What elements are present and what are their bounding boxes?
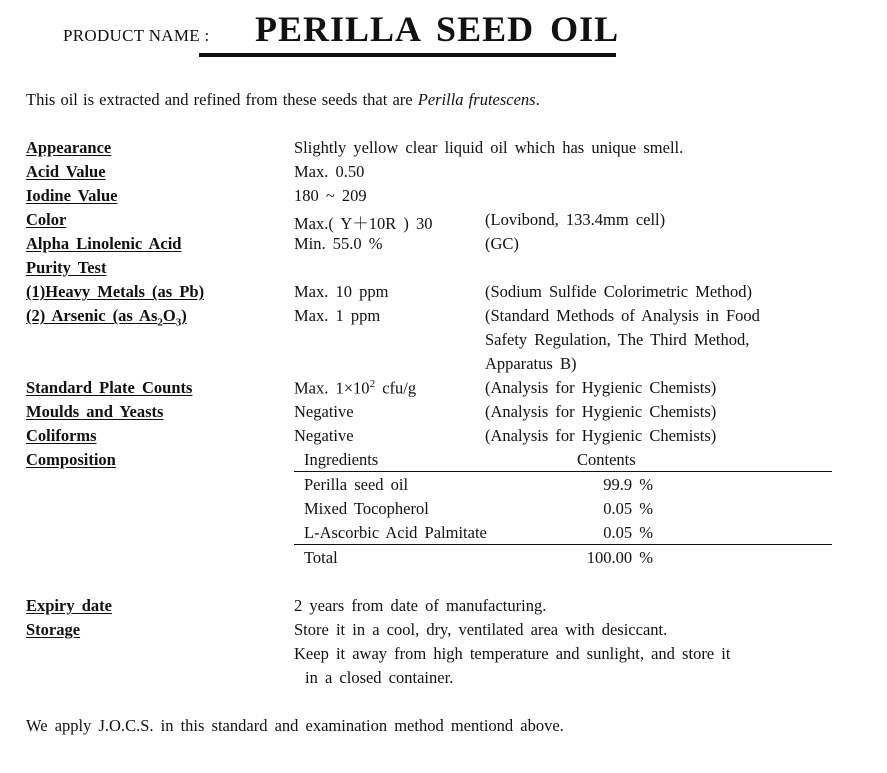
composition-ingredient: L-Ascorbic Acid Palmitate <box>304 523 487 542</box>
arsenic-method-line-3: Apparatus B) <box>485 354 577 373</box>
storage-label: Storage <box>26 620 81 639</box>
coliforms-method: (Analysis for Hygienic Chemists) <box>485 426 717 445</box>
composition-total-label: Total <box>304 548 338 567</box>
arsenic-label-end: ) <box>181 306 187 325</box>
plate-counts-method: (Analysis for Hygienic Chemists) <box>485 378 717 397</box>
color-value: Max.( Y＋10R ) 30 <box>294 214 433 233</box>
plate-counts-exponent: 2 <box>369 378 376 390</box>
intro-species: Perilla frutescens <box>417 90 536 109</box>
footer-note: We apply J.O.C.S. in this standard and examination method mentiond above. <box>26 716 564 735</box>
composition-label: Composition <box>26 450 116 469</box>
composition-ingredient: Perilla seed oil <box>304 475 409 494</box>
composition-total-value: 100.00 % <box>586 548 653 567</box>
arsenic-value: Max. 1 ppm <box>294 306 381 325</box>
coliforms-label: Coliforms <box>26 426 97 445</box>
heavy-metals-value: Max. 10 ppm <box>294 282 389 301</box>
composition-content: 0.05 % <box>603 523 653 542</box>
alpha-linolenic-method: (GC) <box>485 234 519 253</box>
title-underline <box>199 53 616 57</box>
appearance-value: Slightly yellow clear liquid oil which has unique smell. <box>294 138 684 157</box>
arsenic-label-text: (2) Arsenic (as As <box>26 306 158 325</box>
arsenic-subscript-1: 2 <box>157 316 163 329</box>
acid-value-value: Max. 0.50 <box>294 162 365 181</box>
moulds-method: (Analysis for Hygienic Chemists) <box>485 402 717 421</box>
plate-counts-label: Standard Plate Counts <box>26 378 193 397</box>
composition-header-rule <box>294 471 832 472</box>
coliforms-value: Negative <box>294 426 354 445</box>
moulds-value: Negative <box>294 402 354 421</box>
expiry-value: 2 years from date of manufacturing. <box>294 596 547 615</box>
alpha-linolenic-value: Min. 55.0 % <box>294 234 383 253</box>
iodine-value-value: 180 ~ 209 <box>294 186 367 205</box>
composition-header-contents: Contents <box>577 450 636 469</box>
expiry-label: Expiry date <box>26 596 112 615</box>
storage-line-1: Store it in a cool, dry, ventilated area with desiccant. <box>294 620 668 639</box>
arsenic-method-line-2: Safety Regulation, The Third Method, <box>485 330 750 349</box>
composition-ingredient: Mixed Tocopherol <box>304 499 429 518</box>
composition-content: 0.05 % <box>603 499 653 518</box>
intro-sentence <box>26 90 540 110</box>
appearance-label: Appearance <box>26 138 112 157</box>
product-title: PERILLA SEED OIL <box>255 9 620 49</box>
heavy-metals-method: (Sodium Sulfide Colorimetric Method) <box>485 282 753 301</box>
storage-line-2: Keep it away from high temperature and sunlight, and store it <box>294 644 731 663</box>
purity-test-label: Purity Test <box>26 258 107 277</box>
acid-value-label: Acid Value <box>26 162 106 181</box>
moulds-label: Moulds and Yeasts <box>26 402 164 421</box>
plate-counts-value-base: Max. 1×10 <box>294 378 370 398</box>
storage-line-3: in a closed container. <box>305 668 454 687</box>
arsenic-method-line-1: (Standard Methods of Analysis in Food <box>485 306 760 325</box>
arsenic-subscript-2: 3 <box>175 316 182 329</box>
plate-counts-unit: cfu/g <box>375 378 417 398</box>
color-label: Color <box>26 210 67 229</box>
heavy-metals-label: (1)Heavy Metals (as Pb) <box>26 282 205 301</box>
product-name-label: PRODUCT NAME : <box>63 26 210 45</box>
alpha-linolenic-label: Alpha Linolenic Acid <box>26 234 182 253</box>
color-method: (Lovibond, 133.4mm cell) <box>485 210 666 229</box>
intro-text: This oil is extracted and refined from these seeds that are <box>26 90 418 109</box>
composition-content: 99.9 % <box>603 475 653 494</box>
iodine-value-label: Iodine Value <box>26 186 118 205</box>
arsenic-label <box>26 306 187 328</box>
plate-counts-value <box>294 378 416 399</box>
arsenic-label-mid: O <box>162 306 176 325</box>
composition-header-ingredients: Ingredients <box>304 450 379 469</box>
intro-end: . <box>535 90 540 109</box>
composition-total-rule <box>294 544 832 545</box>
